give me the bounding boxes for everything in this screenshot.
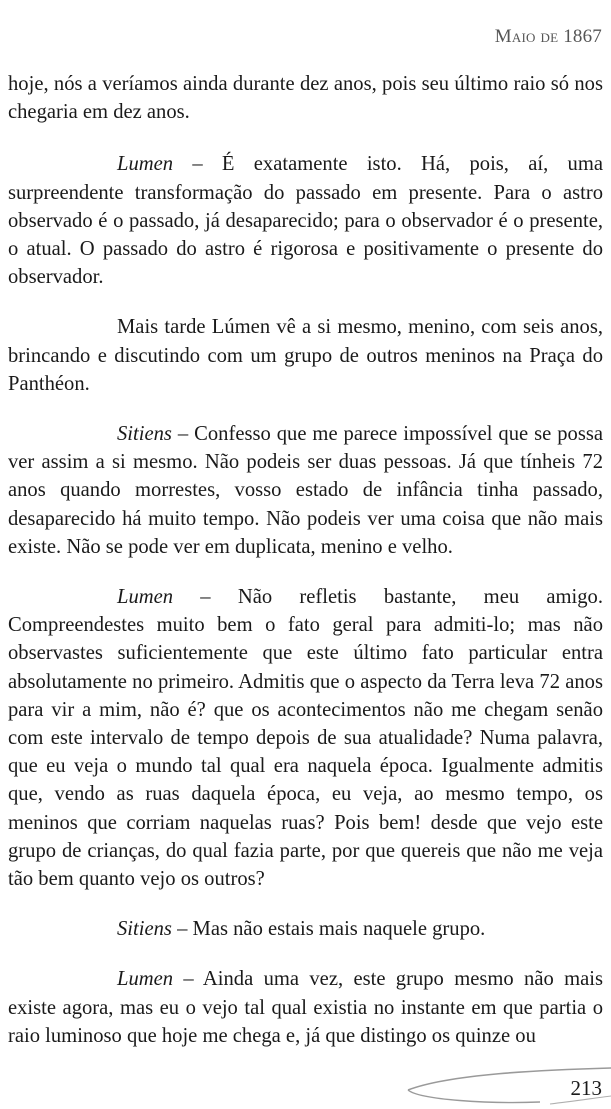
running-header: Maio de 1867 bbox=[494, 26, 602, 47]
paragraph-6 bbox=[8, 915, 603, 943]
page-number: 213 bbox=[570, 1076, 602, 1100]
paragraph-text: hoje, nós a veríamos ainda durante dez anos, pois seu último raio só nos chegaria em dez anos. bbox=[8, 73, 603, 124]
paragraph-text: – Ainda uma vez, este grupo mesmo não mais existe agora, mas eu o vejo tal qual existia no instante em que partia o raio luminoso que hoje me chega e, já que distingo os quinze ou bbox=[8, 968, 603, 1047]
speaker-name: Lumen bbox=[117, 586, 174, 609]
paragraph-text: – É exatamente isto. Há, pois, aí, uma surpreendente transformação do passado em presente. Para o astro observado é o passado, já desaparecido; para o observador é o presente, o atual. O passado do astro é rigorosa e positivamente o presente do observador. bbox=[8, 153, 603, 289]
paragraph-text: Mais tarde Lúmen vê a si mesmo, menino, com seis anos, brincando e discutindo com um grupo de outros meninos na Praça do Panthéon. bbox=[8, 316, 603, 395]
paragraph-7 bbox=[8, 965, 603, 1050]
paragraph-2 bbox=[8, 150, 603, 291]
paragraph-1 bbox=[8, 70, 603, 126]
paragraph-3 bbox=[8, 313, 603, 398]
speaker-name: Lumen bbox=[117, 968, 174, 991]
page-body bbox=[8, 70, 603, 1072]
paragraph-text: – Confesso que me parece impossível que se possa ver assim a si mesmo. Não podeis ser duas pessoas. Já que tínheis 72 anos quando morrestes, vosso estado de infância tinha passado, desaparecido há muito tempo. Não podeis ver uma coisa que não mais existe. Não se pode ver em duplicata, menino e velho. bbox=[8, 423, 603, 558]
paragraph-text: – Mas não estais mais naquele grupo. bbox=[171, 918, 486, 941]
speaker-name: Sitiens bbox=[117, 423, 172, 446]
paragraph-4 bbox=[8, 420, 603, 561]
paragraph-5 bbox=[8, 583, 603, 893]
paragraph-text: – Não refletis bastante, meu amigo. Compreendestes muito bem o fato geral para admiti-lo; mas não observastes suficientemente que este último fato particular entra absolutamente no primeiro. Admitis que o aspecto da Terra leva 72 anos para vir a mim, não é? que os acontecimentos não me chegam senão com este intervalo de tempo depois de sua atualidade? Numa palavra, que eu veja o mundo tal qual era naquela época. Igualmente admitis que, vendo as ruas daquela época, eu veja, ao mesmo tempo, os meninos que corriam naquelas ruas? Pois bem! desde que vejo este grupo de crianças, do qual fazia parte, por que quereis que não me veja tão bem quanto vejo os outros? bbox=[8, 586, 603, 891]
speaker-name: Lumen bbox=[117, 153, 174, 176]
speaker-name: Sitiens bbox=[117, 918, 172, 941]
